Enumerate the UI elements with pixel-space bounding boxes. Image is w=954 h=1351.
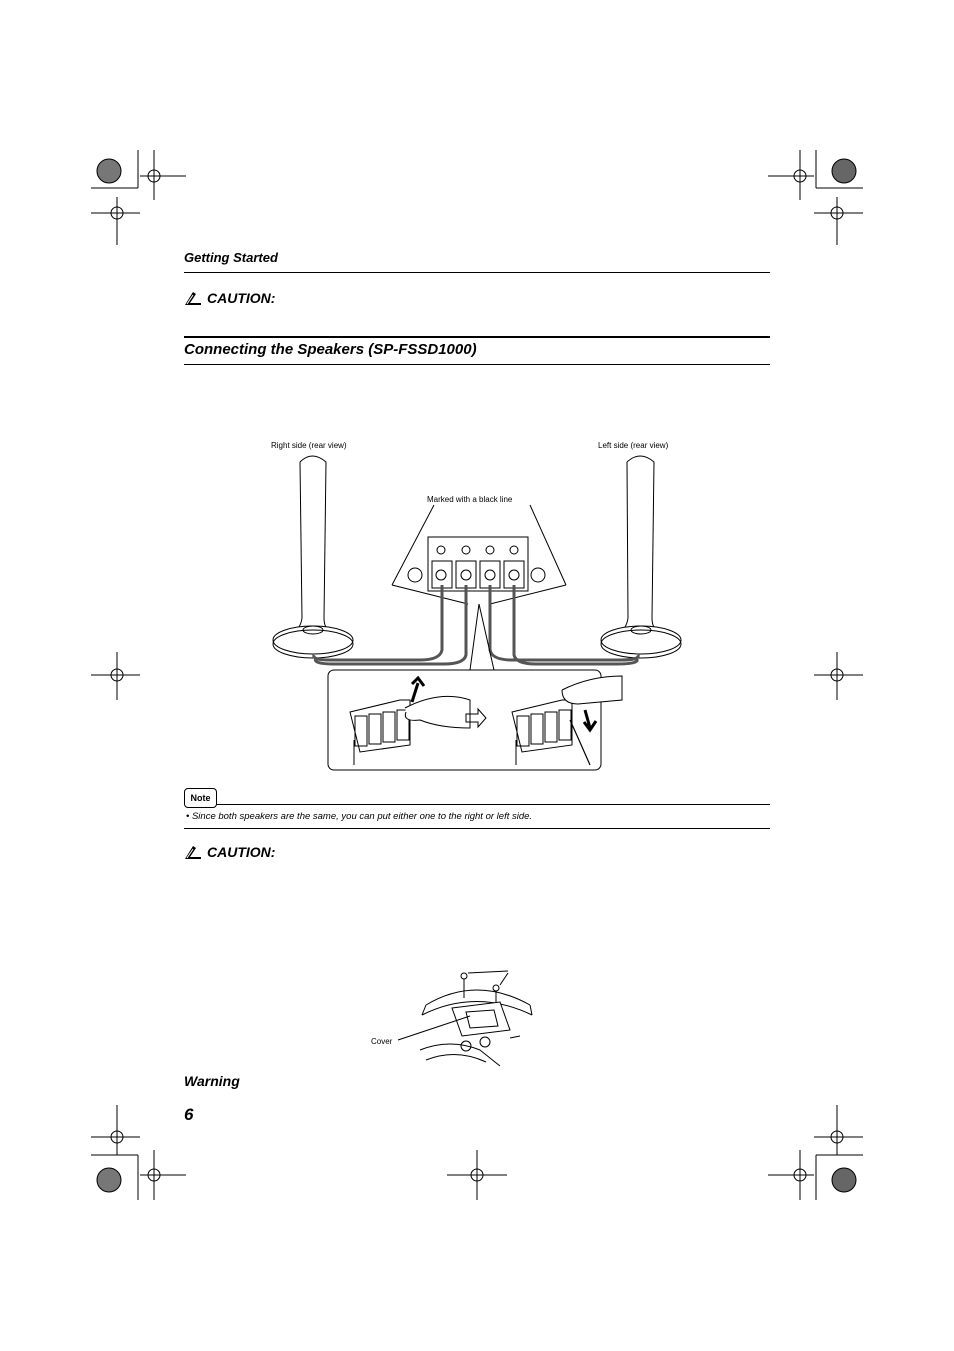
section-title: Connecting the Speakers (SP-FSSD1000) <box>184 341 477 358</box>
left-side-label: Left side (rear view) <box>598 441 669 450</box>
warning-heading: Warning <box>184 1073 240 1089</box>
caution-label: CAUTION: <box>207 290 276 306</box>
caution-label: CAUTION: <box>207 844 276 860</box>
section-label: Getting Started <box>184 250 278 265</box>
note-text: • Since both speakers are the same, you can put either one to the right or left side. <box>186 811 533 822</box>
page-number: 6 <box>184 1105 194 1124</box>
note-badge: Note <box>184 788 217 808</box>
cover-label: Cover <box>371 1037 393 1046</box>
right-side-label: Right side (rear view) <box>271 441 347 450</box>
black-line-label: Marked with a black line <box>427 495 513 504</box>
